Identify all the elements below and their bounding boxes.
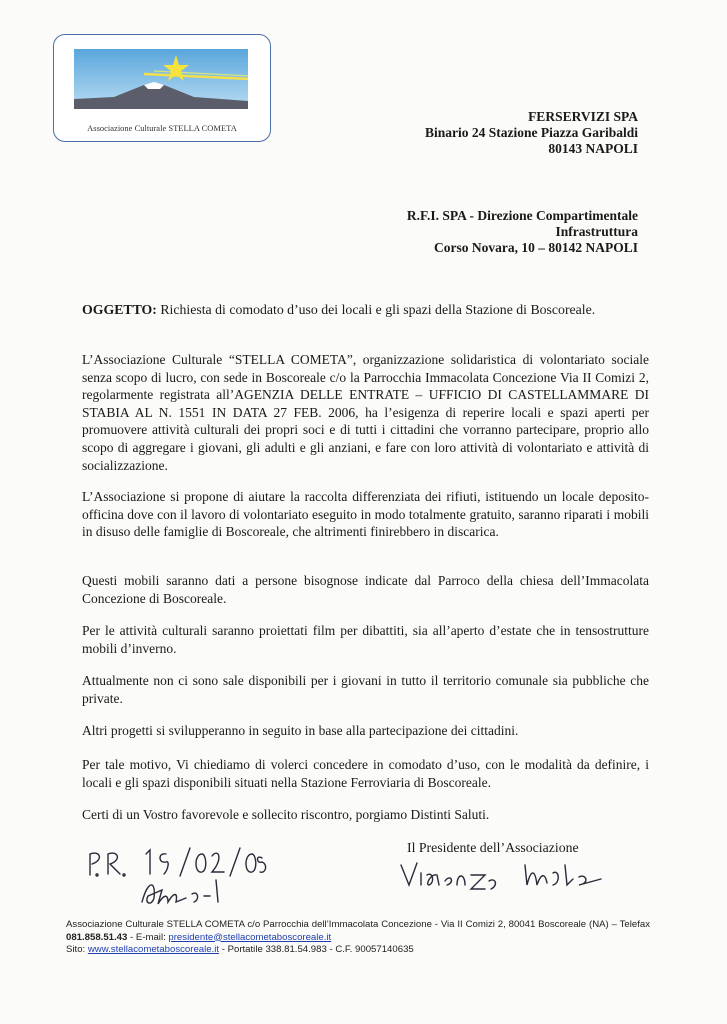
logo-caption: Associazione Culturale STELLA COMETA [87, 123, 237, 133]
body-paragraph: Per tale motivo, Vi chiediamo di volerci concedere in comodato d’uso, con le modalità da definire, i locali e gli spazi disponibili situati nella Stazione Ferroviaria di Boscoreale. [82, 757, 649, 790]
body-paragraph: Per le attività culturali saranno proiettati film per dibattiti, sia all’aperto d’estate che in tensostrutture mobili d’inverno. [82, 623, 649, 656]
association-logo [53, 34, 271, 142]
footer-phone: 081.858.51.43 [66, 931, 128, 943]
subject-label: OGGETTO: [82, 302, 157, 317]
footer-email-link[interactable]: presidente@stellacometaboscoreale.it [168, 931, 332, 943]
footer-site-label: Sito: [66, 944, 88, 956]
body-paragraph: L’Associazione Culturale “STELLA COMETA”, organizzazione solidaristica di volontariato sociale senza scopo di lucro, con sede in Boscoreale c/o la Parrocchia Immacolata Concezione Via II Comizi 2, regolarmente registrata all’AGENZIA DELLE ENTRATE – UFFICIO DI CASTELLAMMARE DI STABIA AL N. 1551 IN DATA 27 FEB. 2006, ha l’esigenza di reperire locali e spazi aperti per promuovere attività culturali dei propri soci e di tutti i cittadini che vorranno partecipare, proprio allo scopo di aggregare i giovani, gli adulti e gli anziani, e fare con loro attività di volontariato e attività di socializzazione. [82, 352, 649, 473]
body-paragraph: Altri progetti si svilupperanno in seguito in base alla partecipazione dei cittadini. [82, 723, 519, 738]
subject-text: Richiesta di comodato d’uso dei locali e gli spazi della Stazione di Boscoreale. [160, 302, 596, 317]
recipient-rfi [407, 208, 638, 256]
recipient-2-line3: Corso Novara, 10 – 80142 NAPOLI [434, 240, 638, 255]
handwritten-annotation [82, 840, 272, 915]
recipient-1-line3: 80143 NAPOLI [548, 141, 638, 156]
body-paragraph: Attualmente non ci sono sale disponibili per i giovani in tutto il territorio comunale sia pubbliche che private. [82, 673, 649, 706]
footer-contacts: - Portatile 338.81.54.983 - C.F. 90057140635 [219, 944, 414, 956]
recipient-1-line1: FERSERVIZI SPA [528, 109, 638, 124]
footer-email-label: - E-mail: [127, 931, 169, 943]
recipient-2-line2: Infrastruttura [555, 224, 638, 239]
footer-address: Associazione Culturale STELLA COMETA c/o Parrocchia dell’Immacolata Concezione - Via II Comizi 2, 80041 Boscoreale (NA) – Telefax [66, 919, 650, 930]
footer [66, 919, 650, 957]
president-signature [395, 855, 615, 895]
recipient-1-line2: Binario 24 Stazione Piazza Garibaldi [425, 125, 638, 140]
subject-line [82, 302, 647, 318]
body-paragraph: Questi mobili saranno dati a persone bisognose indicate dal Parroco della chiesa dell’Immacolata Concezione di Boscoreale. [82, 573, 649, 606]
body-paragraph: L’Associazione si propone di aiutare la raccolta differenziata dei rifiuti, istituendo un locale deposito-officina dove con il lavoro di volontariato eseguito in modo totalmente gratuito, saranno riparati i mobili in disuso delle famiglie di Boscoreale, che altrimenti finirebbero in discarica. [82, 489, 649, 540]
president-title: Il Presidente dell’Associazione [407, 840, 579, 855]
footer-site-link[interactable]: www.stellacometaboscoreale.it [87, 944, 220, 956]
recipient-ferservizi [425, 109, 638, 157]
body-paragraph: Certi di un Vostro favorevole e sollecito riscontro, porgiamo Distinti Saluti. [82, 807, 490, 822]
recipient-2-line1: R.F.I. SPA - Direzione Compartimentale [406, 208, 638, 223]
stella-cometa-logo-icon [74, 49, 248, 109]
